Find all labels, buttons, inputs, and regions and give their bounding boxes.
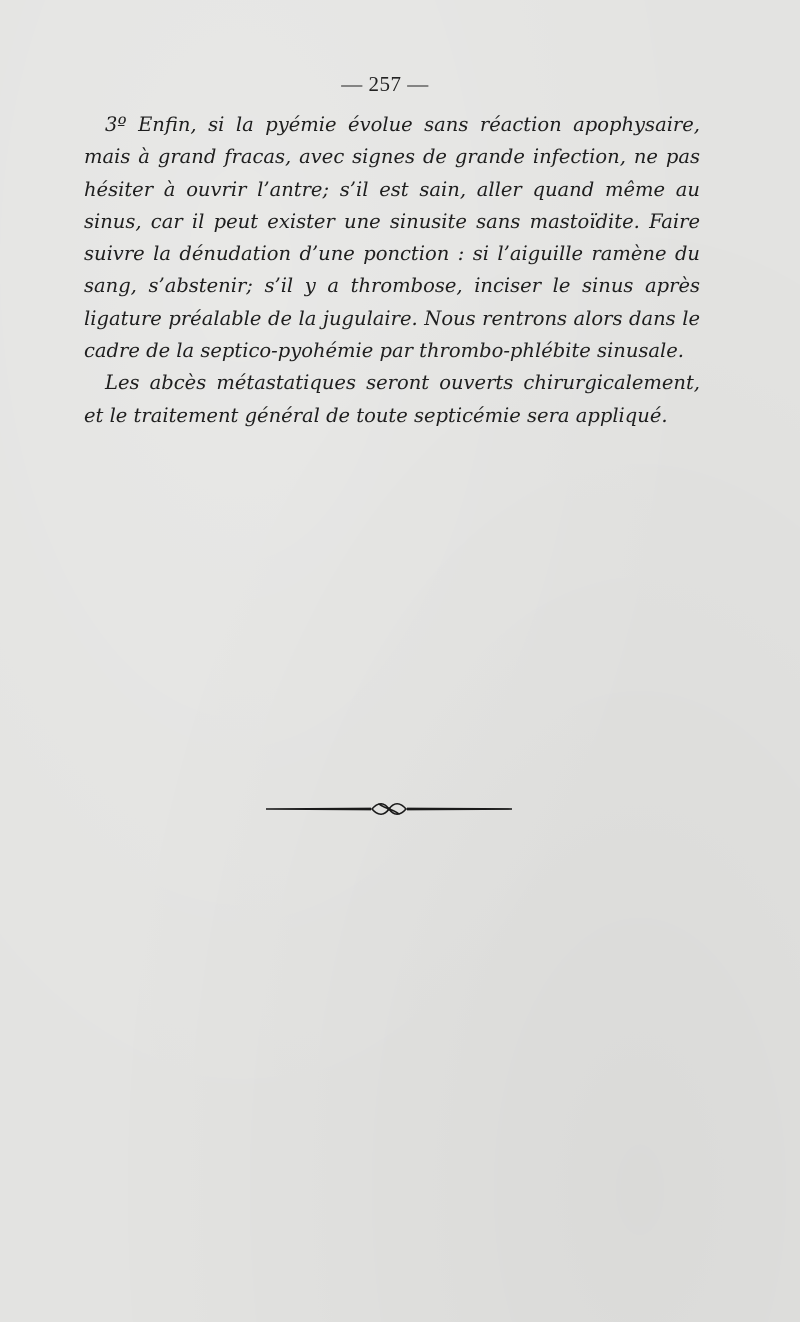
body-text xyxy=(84,109,700,432)
paragraph-treatment-pyemia: 3º Enfin, si la pyémie évolue sans réaction apophysaire, mais à grand fracas, avec signes de grande infection, ne pas hésiter à ouvrir l’antre; s’il est sain, aller quand même au sinus, car il peut exister une sinusite sans mastoïdite. Faire suivre la dénudation d’une ponction : si l’aiguille ramène du sang, s’abstenir; s’il y a thrombose, inciser le sinus après ligature préalable de la jugulaire. Nous rentrons alors dans le cadre de la septico-pyohémie par thrombo-phlébite sinusale. xyxy=(84,113,700,363)
paragraph-metastatic-abscesses: Les abcès métastatiques seront ouverts chirurgicalement, et le traitement général de toute septicémie sera appliqué. xyxy=(84,371,700,427)
end-of-chapter-ornament-icon xyxy=(266,798,512,820)
page-number: — 257 — xyxy=(341,72,429,96)
